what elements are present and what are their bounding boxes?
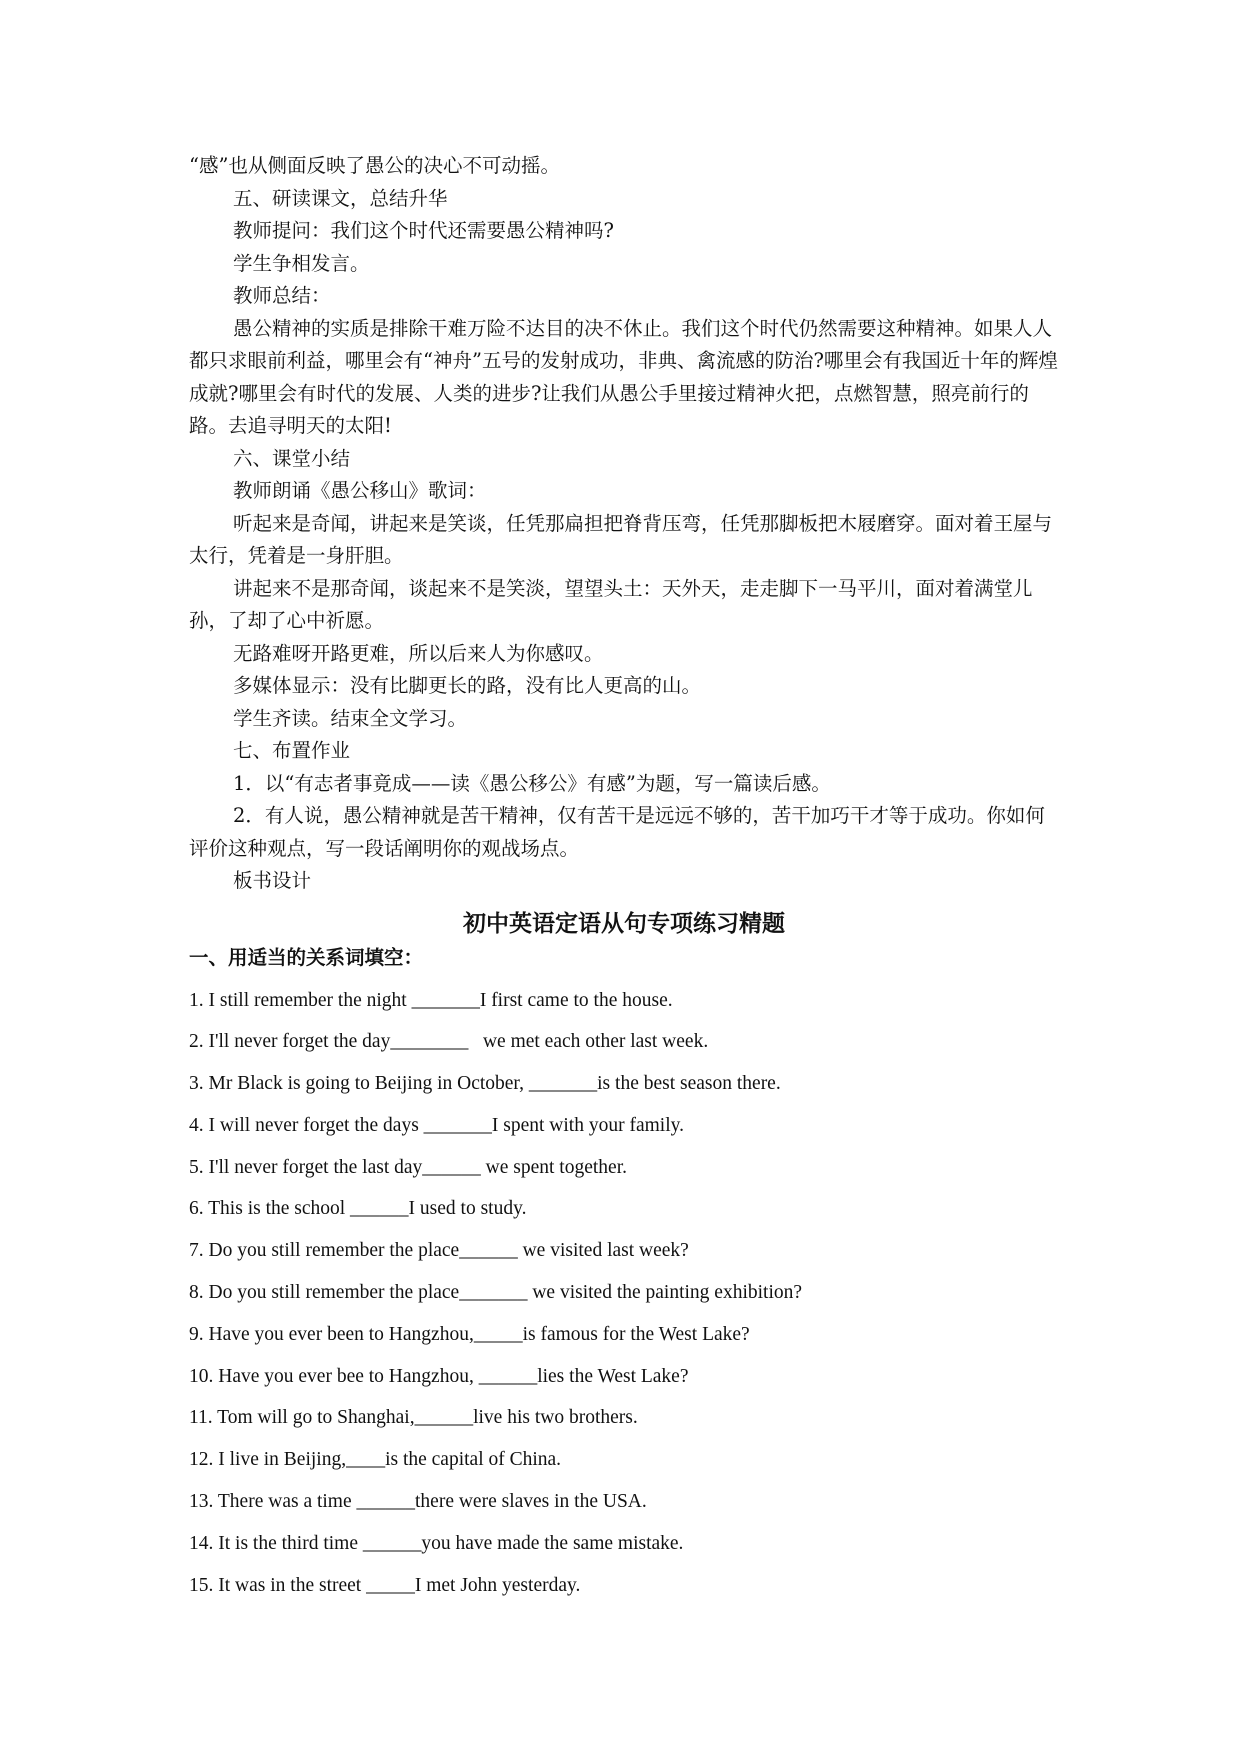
paragraph: 学生齐读。结束全文学习。 xyxy=(233,706,468,730)
paragraph: 六、课堂小结 xyxy=(233,446,351,470)
exercise-item: 12. I live in Beijing,____is the capital of China. xyxy=(189,1449,562,1471)
paragraph: 教师提问：我们这个时代还需要愚公精神吗? xyxy=(233,219,614,242)
exercise-item: 9. Have you ever been to Hangzhou,_____is famous for the West Lake? xyxy=(189,1323,750,1345)
exercise-item: 1. I still remember the night _______I first came to the house. xyxy=(189,989,673,1011)
paragraph: 多媒体显示：没有比脚更长的路，没有比人更高的山。 xyxy=(233,674,702,697)
exercise-item: 14. It is the third time ______you have made the same mistake. xyxy=(189,1532,684,1554)
paragraph: 教师总结： xyxy=(233,284,331,307)
exercise-item: 6. This is the school ______I used to study. xyxy=(189,1198,527,1220)
paragraph: 板书设计 xyxy=(233,869,312,892)
page-content xyxy=(189,150,1059,1606)
paragraph: 无路难呀开路更难，所以后来人为你感叹。 xyxy=(233,641,604,665)
paragraph: “感”也从侧面反映了愚公的决心不可动摇。 xyxy=(189,154,560,177)
exercise-item: 7. Do you still remember the place______ we visited last week? xyxy=(189,1240,689,1262)
paragraph: 讲起来不是那奇闻，谈起来不是笑淡，望望头土：天外天，走走脚下一马平川，面对着满堂儿孙，了却了心中祈愿。 xyxy=(189,576,1033,632)
paragraph: 五、研读课文，总结升华 xyxy=(233,186,448,210)
lesson-plan-text xyxy=(189,150,1059,898)
exercise-item: 13. There was a time ______there were slaves in the USA. xyxy=(189,1491,647,1513)
exercise-list xyxy=(189,980,1059,1607)
exercise-item: 15. It was in the street _____I met John yesterday. xyxy=(189,1574,581,1596)
paragraph: 愚公精神的实质是排除干难万险不达目的决不休止。我们这个时代仍然需要这种精神。如果人人都只求眼前利益，哪里会有“神舟”五号的发射成功，非典、禽流感的防治?哪里会有我国近十年的辉煌成就?哪里会有时代的发展、人类的进步?让我们从愚公手里接过精神火把，点燃智慧，照亮前行的路。去追寻明天的太阳! xyxy=(189,316,1058,437)
exercise-title: 初中英语定语从句专项练习精题 xyxy=(463,910,785,937)
paragraph: 听起来是奇闻，讲起来是笑谈，任凭那扁担把脊背压弯，任凭那脚板把木屐磨穿。面对着王屋与太行，凭着是一身肝胆。 xyxy=(189,511,1053,567)
exercise-item: 11. Tom will go to Shanghai,______live his two brothers. xyxy=(189,1407,638,1429)
paragraph: 教师朗诵《愚公移山》歌词： xyxy=(233,479,487,502)
exercise-item: 5. I'll never forget the last day______ we spent together. xyxy=(189,1156,627,1178)
section-heading: 一、用适当的关系词填空： xyxy=(189,945,424,969)
paragraph: 七、布置作业 xyxy=(233,739,351,762)
exercise-item: 8. Do you still remember the place_______ we visited the painting exhibition? xyxy=(189,1282,803,1304)
paragraph: 学生争相发言。 xyxy=(233,251,370,275)
exercise-item: 10. Have you ever bee to Hangzhou, ______lies the West Lake? xyxy=(189,1365,689,1387)
paragraph: 2．有人说，愚公精神就是苦干精神，仅有苦干是远远不够的，苦干加巧干才等于成功。你如何评价这种观点，写一段话阐明你的观战场点。 xyxy=(189,804,1045,860)
exercise-item: 3. Mr Black is going to Beijing in October, _______is the best season there. xyxy=(189,1073,781,1095)
paragraph: 1．以“有志者事竟成——读《愚公移公》有感”为题，写一篇读后感。 xyxy=(233,771,831,795)
exercise-item: 2. I'll never forget the day________ we met each other last week. xyxy=(189,1031,709,1053)
exercise-item: 4. I will never forget the days _______I spent with your family. xyxy=(189,1114,684,1136)
